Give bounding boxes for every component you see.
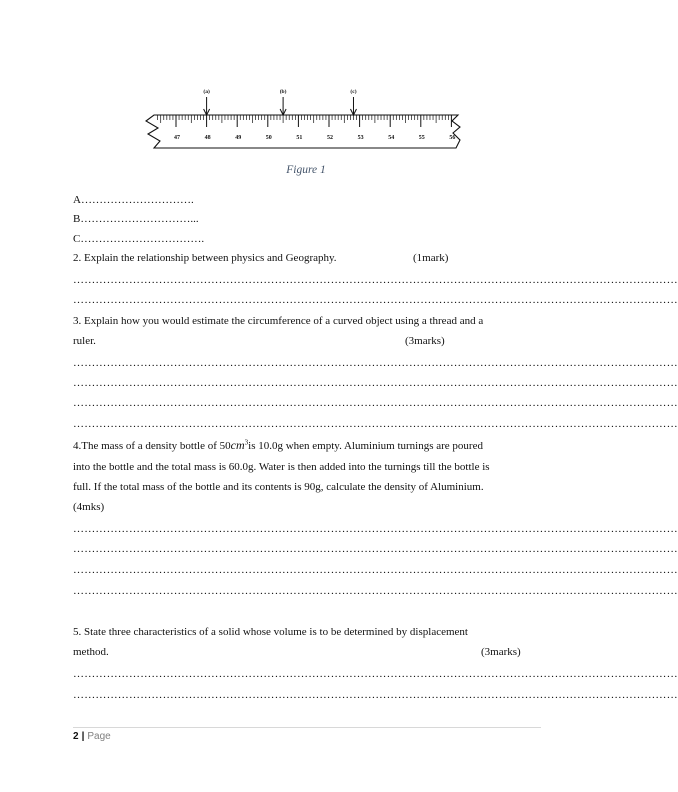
question-2-marks: (1mark) — [413, 252, 449, 264]
answer-a: A…………………………. — [73, 194, 194, 206]
pointer-label: (c) — [350, 89, 357, 95]
answer-c: C……………………………. — [73, 233, 205, 245]
question-4-prefix: 4.The mass of a density bottle of 50 — [73, 440, 231, 452]
answer-line: ……………………………………………………………………………………………………………………………………………… — [73, 274, 678, 286]
question-5-text-line-2: method. — [73, 646, 109, 658]
question-3-text-line-1: 3. Explain how you would estimate the circumference of a curved object using a thread and a — [73, 315, 484, 327]
question-4-marks: (4mks) — [73, 501, 105, 513]
footer-rule — [73, 727, 541, 728]
figure-1-scale — [140, 84, 475, 156]
question-2-text: 2. Explain the relationship between physics and Geography. — [73, 252, 337, 264]
ruler-number: 52 — [327, 135, 333, 141]
ruler-number: 47 — [174, 135, 180, 141]
ruler-number: 50 — [265, 135, 272, 141]
answer-line: ……………………………………………………………………………………………………………………………………………… — [73, 585, 678, 597]
question-4-rest: is 10.0g when empty. Aluminium turnings are poured — [248, 440, 483, 452]
footer-page-label: Page — [87, 731, 111, 742]
footer-page-number: 2 — [73, 731, 79, 742]
answer-line: ……………………………………………………………………………………………………………………………………………… — [73, 377, 678, 389]
ruler-number: 51 — [296, 135, 303, 141]
answer-line: ……………………………………………………………………………………………………………………………………………… — [73, 564, 678, 576]
page-footer — [73, 731, 111, 742]
answer-line: ……………………………………………………………………………………………………………………………………………… — [73, 543, 678, 555]
question-4-power: 3 — [244, 438, 249, 447]
answer-line: ……………………………………………………………………………………………………………………………………………… — [73, 397, 678, 409]
answer-line: ……………………………………………………………………………………………………………………………………………… — [73, 689, 678, 701]
answer-line: ……………………………………………………………………………………………………………………………………………… — [73, 294, 678, 306]
pointer-label: (a) — [203, 89, 210, 95]
footer-separator: | — [81, 731, 85, 742]
question-4-text-line-3: full. If the total mass of the bottle and its contents is 90g, calculate the density of Aluminium. — [73, 481, 484, 493]
ruler-number: 56 — [449, 135, 456, 141]
ruler-number: 48 — [204, 135, 211, 141]
question-5-text-line-1: 5. State three characteristics of a solid whose volume is to be determined by displacement — [73, 626, 468, 638]
question-3-text-line-2: ruler. — [73, 335, 96, 347]
question-4-text-line-1 — [73, 438, 483, 453]
ruler-number: 54 — [388, 135, 395, 141]
ruler-ticks — [158, 115, 452, 127]
question-4-unit: cm — [230, 438, 245, 452]
ruler-pointers — [203, 88, 356, 115]
answer-b: B…………………………... — [73, 213, 199, 225]
answer-line: ……………………………………………………………………………………………………………………………………………… — [73, 523, 678, 535]
question-5-marks: (3marks) — [481, 646, 521, 658]
answer-line: ……………………………………………………………………………………………………………………………………………… — [73, 668, 678, 680]
ruler-number: 53 — [357, 135, 364, 141]
pointer-label: (b) — [279, 89, 287, 95]
scale-drawing — [140, 84, 475, 156]
question-3-marks: (3marks) — [405, 335, 445, 347]
ruler-number: 49 — [235, 135, 242, 141]
answer-line: ……………………………………………………………………………………………………………………………………………… — [73, 357, 678, 369]
figure-caption: Figure 1 — [286, 164, 326, 176]
question-4-text-line-2: into the bottle and the total mass is 60.0g. Water is then added into the turnings till the bottle is — [73, 461, 490, 473]
ruler-outline — [146, 115, 460, 148]
ruler-body — [146, 115, 460, 148]
answer-line: ……………………………………………………………………………………………………………………………………………… — [73, 418, 678, 430]
ruler-numbers — [174, 135, 455, 141]
ruler-number: 55 — [418, 135, 425, 141]
